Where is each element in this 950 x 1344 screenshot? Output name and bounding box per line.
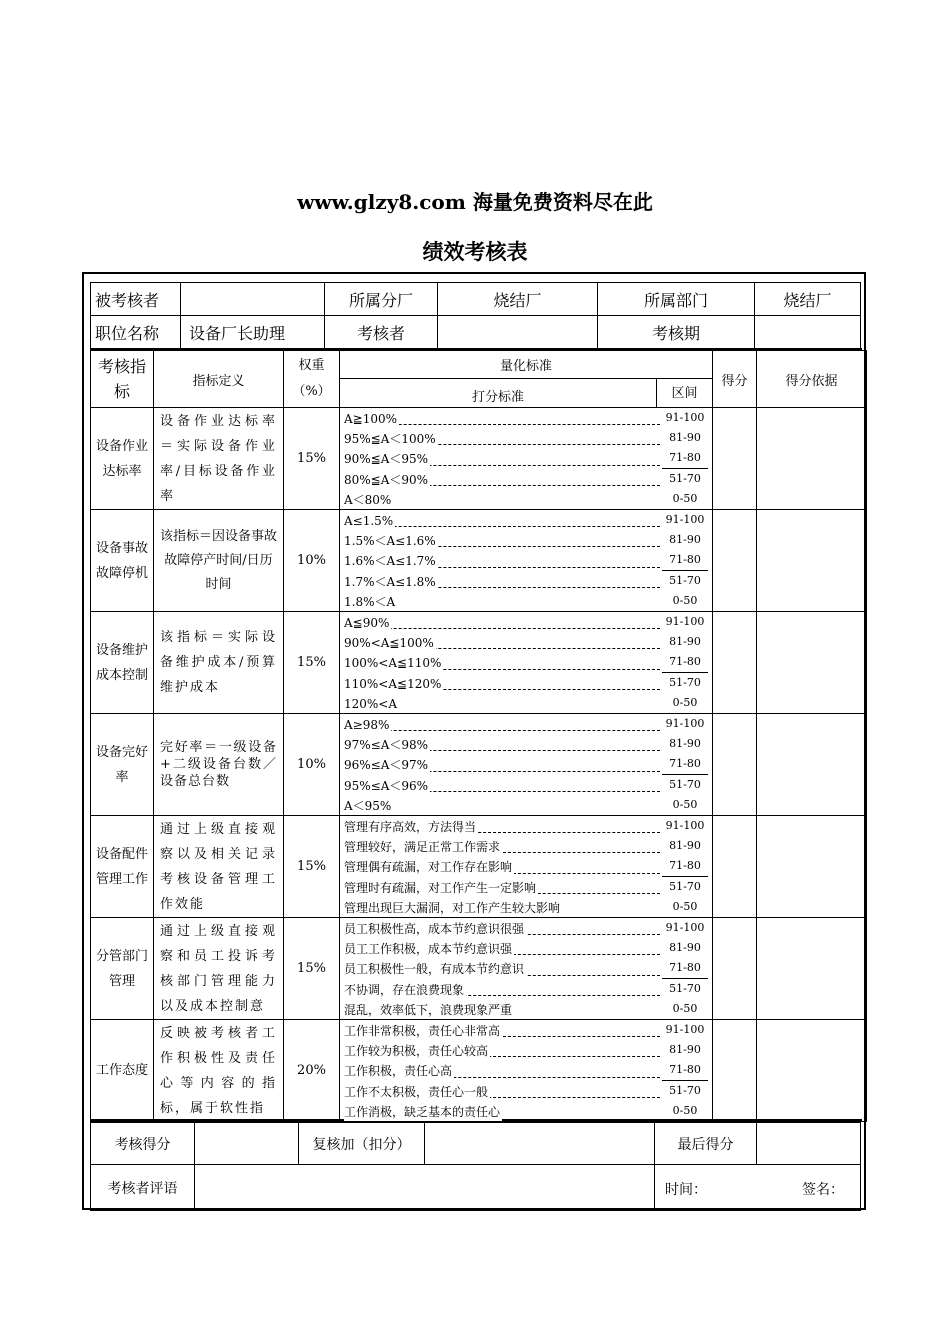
- score-cell[interactable]: [713, 714, 757, 816]
- basis-cell[interactable]: [757, 408, 867, 510]
- site-watermark-line: www.glzy8.com 海量免费资料尽在此: [297, 190, 653, 214]
- indicator-definition: 反映被考核者工作积极性及责任心等内容的指标，属于软性指: [154, 1020, 284, 1122]
- indicator-weight: 20%: [284, 1020, 340, 1122]
- scoring-standards: [340, 816, 713, 918]
- indicator-name: 设备作业达标率: [91, 408, 154, 510]
- standard-text: 1.8%＜A: [344, 592, 397, 611]
- standard-range: 71-80: [662, 448, 708, 468]
- indicator-weight: 15%: [284, 612, 340, 714]
- standard-text: 工作消极，缺乏基本的责任心: [344, 1102, 502, 1121]
- standard-text: A＜80%: [344, 490, 393, 509]
- col-weight-header: 权重（%）: [284, 351, 340, 408]
- standard-range: 81-90: [662, 836, 708, 856]
- final-score-label: 最后得分: [655, 1123, 757, 1165]
- standard-text: 工作积极，责任心高: [344, 1061, 454, 1080]
- standard-text: 1.7%＜A≤1.8%: [344, 572, 438, 591]
- score-cell[interactable]: [713, 612, 757, 714]
- indicator-table: [90, 350, 867, 1122]
- standard-text: 110%<A≦120%: [344, 674, 443, 693]
- indicator-row: [91, 816, 867, 918]
- col-scoring-header-cell: [340, 379, 713, 408]
- time-label: 时间：: [665, 1182, 707, 1198]
- standard-range: 81-90: [662, 530, 708, 550]
- page-title: 绩效考核表: [422, 240, 528, 264]
- standard-range: 81-90: [662, 734, 708, 754]
- indicator-name: 设备事故故障停机: [91, 510, 154, 612]
- scoring-standards: [340, 918, 713, 1020]
- scoring-standards: [340, 1020, 713, 1122]
- indicator-weight: 15%: [284, 918, 340, 1020]
- indicator-weight: 15%: [284, 816, 340, 918]
- col-range-header: 区间: [656, 379, 712, 407]
- comment-label: 考核者评语: [91, 1165, 195, 1211]
- standard-text: 120%<A: [344, 694, 399, 713]
- reviewee-label: 被考核者: [91, 283, 181, 316]
- branch-label: 所属分厂: [325, 283, 438, 316]
- position-label: 职位名称: [91, 316, 181, 349]
- standard-range: 91-100: [662, 1020, 708, 1040]
- indicator-definition: 完好率＝一级设备+二级设备台数／设备总台数: [154, 714, 284, 816]
- basis-cell[interactable]: [757, 1020, 867, 1122]
- basis-cell[interactable]: [757, 510, 867, 612]
- standard-range: 71-80: [662, 958, 708, 978]
- standard-text: A≧100%: [344, 409, 399, 428]
- total-score-value[interactable]: [195, 1123, 299, 1165]
- col-basis-header: 得分依据: [757, 351, 867, 408]
- standard-range: 81-90: [662, 938, 708, 958]
- standard-text: 混乱，效率低下，浪费现象严重: [344, 1000, 514, 1019]
- reviewer-label: 考核者: [325, 316, 438, 349]
- indicator-weight: 15%: [284, 408, 340, 510]
- indicator-name: 设备完好率: [91, 714, 154, 816]
- standard-text: 1.5%＜A≤1.6%: [344, 531, 438, 550]
- score-cell[interactable]: [713, 510, 757, 612]
- standard-range: 71-80: [662, 856, 708, 876]
- standard-range: 0-50: [672, 1103, 698, 1117]
- standard-range: 51-70: [662, 571, 708, 591]
- standard-text: 100%<A≦110%: [344, 653, 443, 672]
- summary-table: [90, 1122, 861, 1211]
- standard-text: 员工积极性一般，有成本节约意识: [344, 959, 526, 978]
- score-cell[interactable]: [713, 816, 757, 918]
- standard-range: 0-50: [672, 593, 698, 607]
- indicator-definition: 设备作业达标率＝实际设备作业率/目标设备作业率: [154, 408, 284, 510]
- indicator-row: [91, 714, 867, 816]
- scoring-standards: [340, 714, 713, 816]
- standard-text: 1.6%＜A≤1.7%: [344, 551, 438, 570]
- standard-range: 0-50: [672, 491, 698, 505]
- standard-text: 96%≤A＜97%: [344, 755, 430, 774]
- standard-range: 51-70: [662, 877, 708, 897]
- standard-range: 91-100: [662, 510, 708, 530]
- indicator-definition: 该指标＝实际设备维护成本/预算维护成本: [154, 612, 284, 714]
- standard-range: 51-70: [662, 775, 708, 795]
- standard-text: 工作非常积极，责任心非常高: [344, 1021, 502, 1040]
- score-cell[interactable]: [713, 1020, 757, 1122]
- standard-text: 管理偶有疏漏，对工作存在影响: [344, 857, 514, 876]
- indicator-definition: 通过上级直接观察以及相关记录考核设备管理工作效能: [154, 816, 284, 918]
- standard-range: 0-50: [672, 899, 698, 913]
- scoring-standards: [340, 510, 713, 612]
- standard-range: 51-70: [662, 979, 708, 999]
- review-adjust-value[interactable]: [425, 1123, 655, 1165]
- standard-text: 97%≤A＜98%: [344, 735, 430, 754]
- standard-range: 51-70: [662, 1081, 708, 1101]
- col-score-header: 得分: [713, 351, 757, 408]
- indicator-weight: 10%: [284, 714, 340, 816]
- branch-value[interactable]: 烧结厂: [438, 283, 598, 316]
- standard-text: 不协调，存在浪费现象: [344, 980, 466, 999]
- standard-range: 81-90: [662, 1040, 708, 1060]
- score-cell[interactable]: [713, 408, 757, 510]
- indicator-row: [91, 918, 867, 1020]
- standard-range: 91-100: [662, 408, 708, 428]
- indicator-definition: 该指标＝因设备事故故障停产时间/日历时间: [154, 510, 284, 612]
- sign-off-cell: [655, 1165, 861, 1211]
- period-value[interactable]: [755, 316, 861, 349]
- standard-range: 91-100: [662, 918, 708, 938]
- standard-text: 管理有序高效，方法得当: [344, 817, 478, 836]
- header-info-table: [90, 282, 861, 349]
- col-quant-header: 量化标准: [340, 351, 713, 379]
- indicator-weight: 10%: [284, 510, 340, 612]
- dept-value[interactable]: 烧结厂: [755, 283, 861, 316]
- standard-text: A＜95%: [344, 796, 393, 815]
- reviewer-value[interactable]: [438, 316, 598, 349]
- basis-cell[interactable]: [757, 714, 867, 816]
- standard-text: 管理时有疏漏，对工作产生一定影响: [344, 878, 538, 897]
- standard-range: 0-50: [672, 797, 698, 811]
- standard-text: A≦90%: [344, 613, 391, 632]
- standard-range: 91-100: [662, 612, 708, 632]
- indicator-row: [91, 612, 867, 714]
- standard-range: 51-70: [662, 469, 708, 489]
- indicator-row: [91, 1020, 867, 1122]
- standard-range: 71-80: [662, 1060, 708, 1080]
- standard-text: 95%≤A＜96%: [344, 776, 430, 795]
- standard-text: 80%≦A＜90%: [344, 470, 430, 489]
- signature-label: 签名：: [802, 1182, 844, 1198]
- comment-field[interactable]: [195, 1165, 655, 1211]
- standard-range: 81-90: [662, 428, 708, 448]
- indicator-row: [91, 408, 867, 510]
- basis-cell[interactable]: [757, 918, 867, 1020]
- indicator-row: [91, 510, 867, 612]
- standard-text: A≤1.5%: [344, 511, 395, 530]
- col-definition-header: 指标定义: [154, 351, 284, 408]
- standard-text: 工作较为积极，责任心较高: [344, 1041, 490, 1060]
- standard-range: 81-90: [662, 632, 708, 652]
- score-cell[interactable]: [713, 918, 757, 1020]
- standard-range: 0-50: [672, 695, 698, 709]
- col-indicator-header: 考核指标: [91, 351, 154, 408]
- dept-label: 所属部门: [598, 283, 755, 316]
- evaluation-form: [82, 272, 866, 1210]
- basis-cell[interactable]: [757, 816, 867, 918]
- indicator-definition: 通过上级直接观察和员工投诉考核部门管理能力以及成本控制意: [154, 918, 284, 1020]
- standard-text: 管理较好，满足正常工作需求: [344, 837, 502, 856]
- review-adjust-label: 复核加（扣分）: [299, 1123, 425, 1165]
- standard-range: 91-100: [662, 714, 708, 734]
- standard-range: 91-100: [662, 816, 708, 836]
- col-scoring-header: 打分标准: [471, 390, 524, 405]
- total-score-label: 考核得分: [91, 1123, 195, 1165]
- standard-range: 71-80: [662, 652, 708, 672]
- indicator-name: 分管部门管理: [91, 918, 154, 1020]
- standard-range: 0-50: [672, 1001, 698, 1015]
- final-score-value[interactable]: [757, 1123, 861, 1165]
- standard-range: 71-80: [662, 550, 708, 570]
- standard-text: 90%<A≦100%: [344, 633, 436, 652]
- standard-text: 95%≦A＜100%: [344, 429, 438, 448]
- standard-range: 71-80: [662, 754, 708, 774]
- standard-text: A≥98%: [344, 715, 391, 734]
- standard-text: 90%≦A＜95%: [344, 449, 430, 468]
- standard-text: 员工积极性高，成本节约意识很强: [344, 919, 526, 938]
- standard-text: 工作不太积极，责任心一般: [344, 1082, 490, 1101]
- period-label: 考核期: [598, 316, 755, 349]
- standard-text: 管理出现巨大漏洞，对工作产生较大影响: [344, 898, 562, 917]
- scoring-standards: [340, 612, 713, 714]
- standard-text: 员工工作积极，成本节约意识强: [344, 939, 514, 958]
- reviewee-value[interactable]: [181, 283, 325, 316]
- basis-cell[interactable]: [757, 612, 867, 714]
- indicator-name: 设备维护成本控制: [91, 612, 154, 714]
- scoring-standards: [340, 408, 713, 510]
- position-value[interactable]: 设备厂长助理: [181, 316, 325, 349]
- standard-range: 51-70: [662, 673, 708, 693]
- indicator-name: 设备配件管理工作: [91, 816, 154, 918]
- indicator-name: 工作态度: [91, 1020, 154, 1122]
